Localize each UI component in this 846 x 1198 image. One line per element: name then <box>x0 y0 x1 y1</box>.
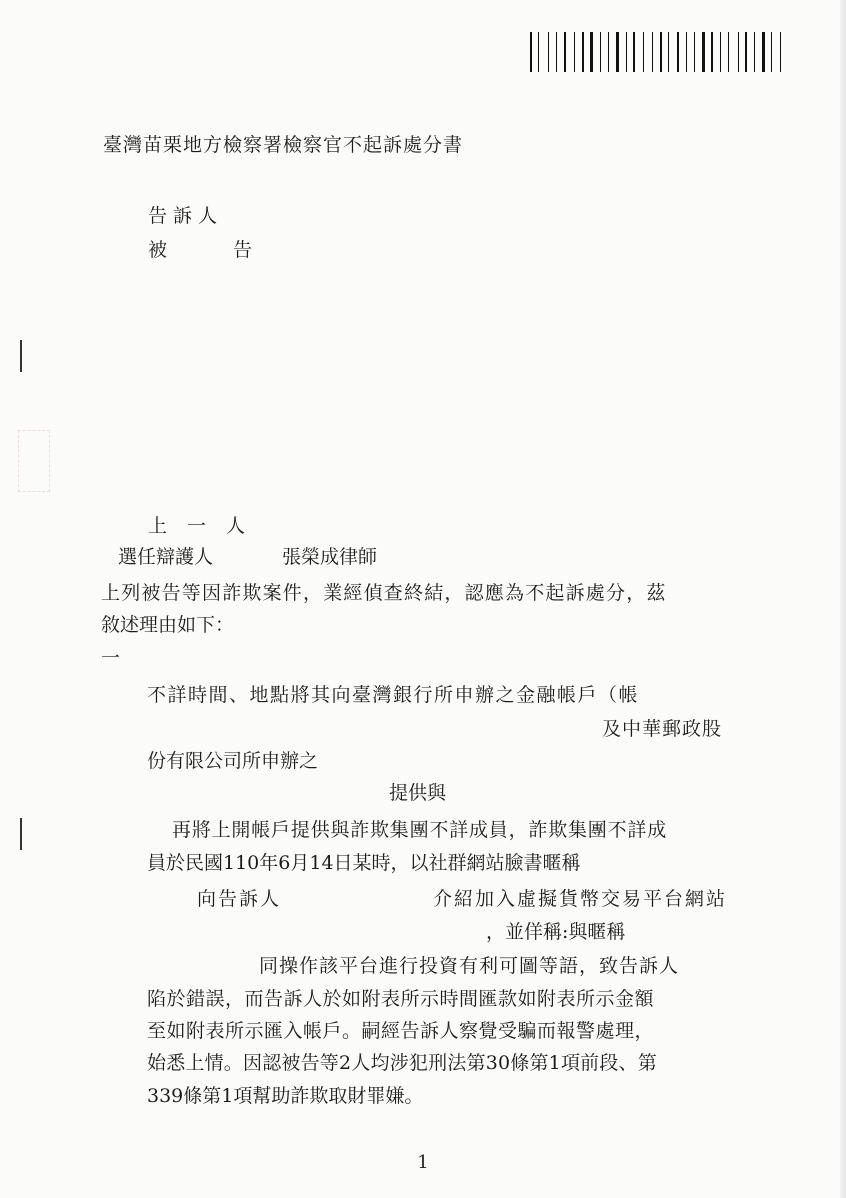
page-number: 1 <box>417 1152 429 1173</box>
barcode-bar <box>556 32 557 72</box>
barcode-bar <box>600 32 601 72</box>
barcode-bar <box>775 32 777 72</box>
barcode-bar <box>780 32 781 72</box>
barcode-bar <box>638 32 640 72</box>
body-line: 上列被告等因詐欺案件，業經偵查終結，認應為不起訴處分，茲 <box>101 582 667 604</box>
body-line: ，並佯稱:與暱稱 <box>486 921 626 943</box>
scan-edge-mark <box>20 340 22 372</box>
barcode-bar <box>694 32 695 72</box>
barcode-bar <box>664 32 665 72</box>
barcode-bar <box>542 32 545 72</box>
section-marker: 一 <box>101 647 121 669</box>
body-line: 至如附表所示匯入帳戶。嗣經告訴人察覺受騙而報警處理， <box>147 1020 655 1042</box>
barcode-bar <box>690 32 692 72</box>
barcode-bar <box>758 32 759 72</box>
body-line: 及中華郵政股 <box>602 718 723 740</box>
barcode-bar <box>552 32 554 72</box>
defendant-label: 被告 <box>148 239 319 261</box>
barcode-bar <box>633 32 635 72</box>
barcode-bar <box>723 32 725 72</box>
scan-edge-mark <box>20 818 22 850</box>
barcode-bar <box>754 32 755 72</box>
barcode-bar <box>762 32 765 72</box>
barcode-bar <box>530 32 532 72</box>
body-line: 員於民國110年6月14日某時，以社群網站臉書暱稱 <box>147 852 581 874</box>
barcode-bar <box>574 32 575 72</box>
body-line: 份有限公司所申辦之 <box>147 750 319 772</box>
barcode-bar <box>768 32 769 72</box>
barcode-bar <box>622 32 623 72</box>
barcode-bar <box>652 32 653 72</box>
barcode-bar <box>711 32 713 72</box>
barcode-bar <box>578 32 579 72</box>
body-line: 向告訴人 <box>197 888 282 910</box>
body-line: 同操作該平台進行投資有利可圖等語，致告訴人 <box>259 955 680 977</box>
defense-counsel-label: 選任辯護人 <box>118 546 214 568</box>
barcode-bar <box>596 32 597 72</box>
barcode-bar <box>568 32 571 72</box>
body-line: 介紹加入虛擬貨幣交易平台網站 <box>433 888 728 910</box>
barcode-bar <box>646 32 649 72</box>
barcode-bar <box>728 32 729 72</box>
barcode-bar <box>741 32 742 72</box>
body-line: 339條第1項幫助詐欺取財罪嫌。 <box>147 1085 424 1107</box>
barcode-bar <box>612 32 614 72</box>
complainant-label: 告訴人 <box>148 205 224 227</box>
barcode-bar <box>771 32 772 72</box>
barcode-bar <box>707 32 708 72</box>
barcode-bar <box>745 32 747 72</box>
barcode-bar <box>582 32 584 72</box>
barcode-bar <box>560 32 561 72</box>
scan-right-edge <box>840 0 846 1198</box>
barcode-bar <box>672 32 675 72</box>
barcode-bar <box>630 32 631 72</box>
barcode-bar <box>564 32 566 72</box>
barcode-bar <box>535 32 536 72</box>
barcode-bar <box>643 32 644 72</box>
body-line: 提供與 <box>389 782 447 804</box>
barcode-bar <box>608 32 609 72</box>
barcode-bar <box>682 32 683 72</box>
barcode-bar <box>783 32 785 72</box>
body-line: 敘述理由如下： <box>101 614 235 636</box>
body-line: 不詳時間、地點將其向臺灣銀行所申辦之金融帳戶（帳 <box>147 684 640 706</box>
barcode-bar <box>538 32 539 72</box>
stamp-ghost <box>18 430 50 492</box>
barcode-bar <box>720 32 721 72</box>
defense-counsel-name: 張榮成律師 <box>282 546 378 568</box>
same-person-label: 上一人 <box>148 515 266 537</box>
barcode-bar <box>668 32 669 72</box>
barcode-bar <box>616 32 619 72</box>
barcode-bar <box>738 32 739 72</box>
barcode-bar <box>716 32 717 72</box>
barcode-bar <box>586 32 587 72</box>
barcode-bar <box>656 32 657 72</box>
barcode-bar <box>677 32 679 72</box>
barcode-bar <box>686 32 687 72</box>
barcode-image <box>530 32 786 72</box>
body-line: 再將上開帳戶提供與詐欺集團不詳成員，詐欺集團不詳成 <box>172 819 668 841</box>
barcode-bar <box>603 32 605 72</box>
barcode-bar <box>626 32 627 72</box>
body-line: 始悉上情。因認被告等2人均涉犯刑法第30條第1項前段、第 <box>147 1052 657 1074</box>
barcode-bar <box>750 32 752 72</box>
barcode-bar <box>698 32 699 72</box>
document-title: 臺灣苗栗地方檢察署檢察官不起訴處分書 <box>103 134 464 156</box>
barcode-bar <box>590 32 593 72</box>
barcode-bar <box>702 32 705 72</box>
barcode-bar <box>660 32 662 72</box>
body-line: 陷於錯誤，而告訴人於如附表所示時間匯款如附表所示金額 <box>147 988 655 1010</box>
barcode-bar <box>548 32 549 72</box>
barcode-bar <box>732 32 735 72</box>
